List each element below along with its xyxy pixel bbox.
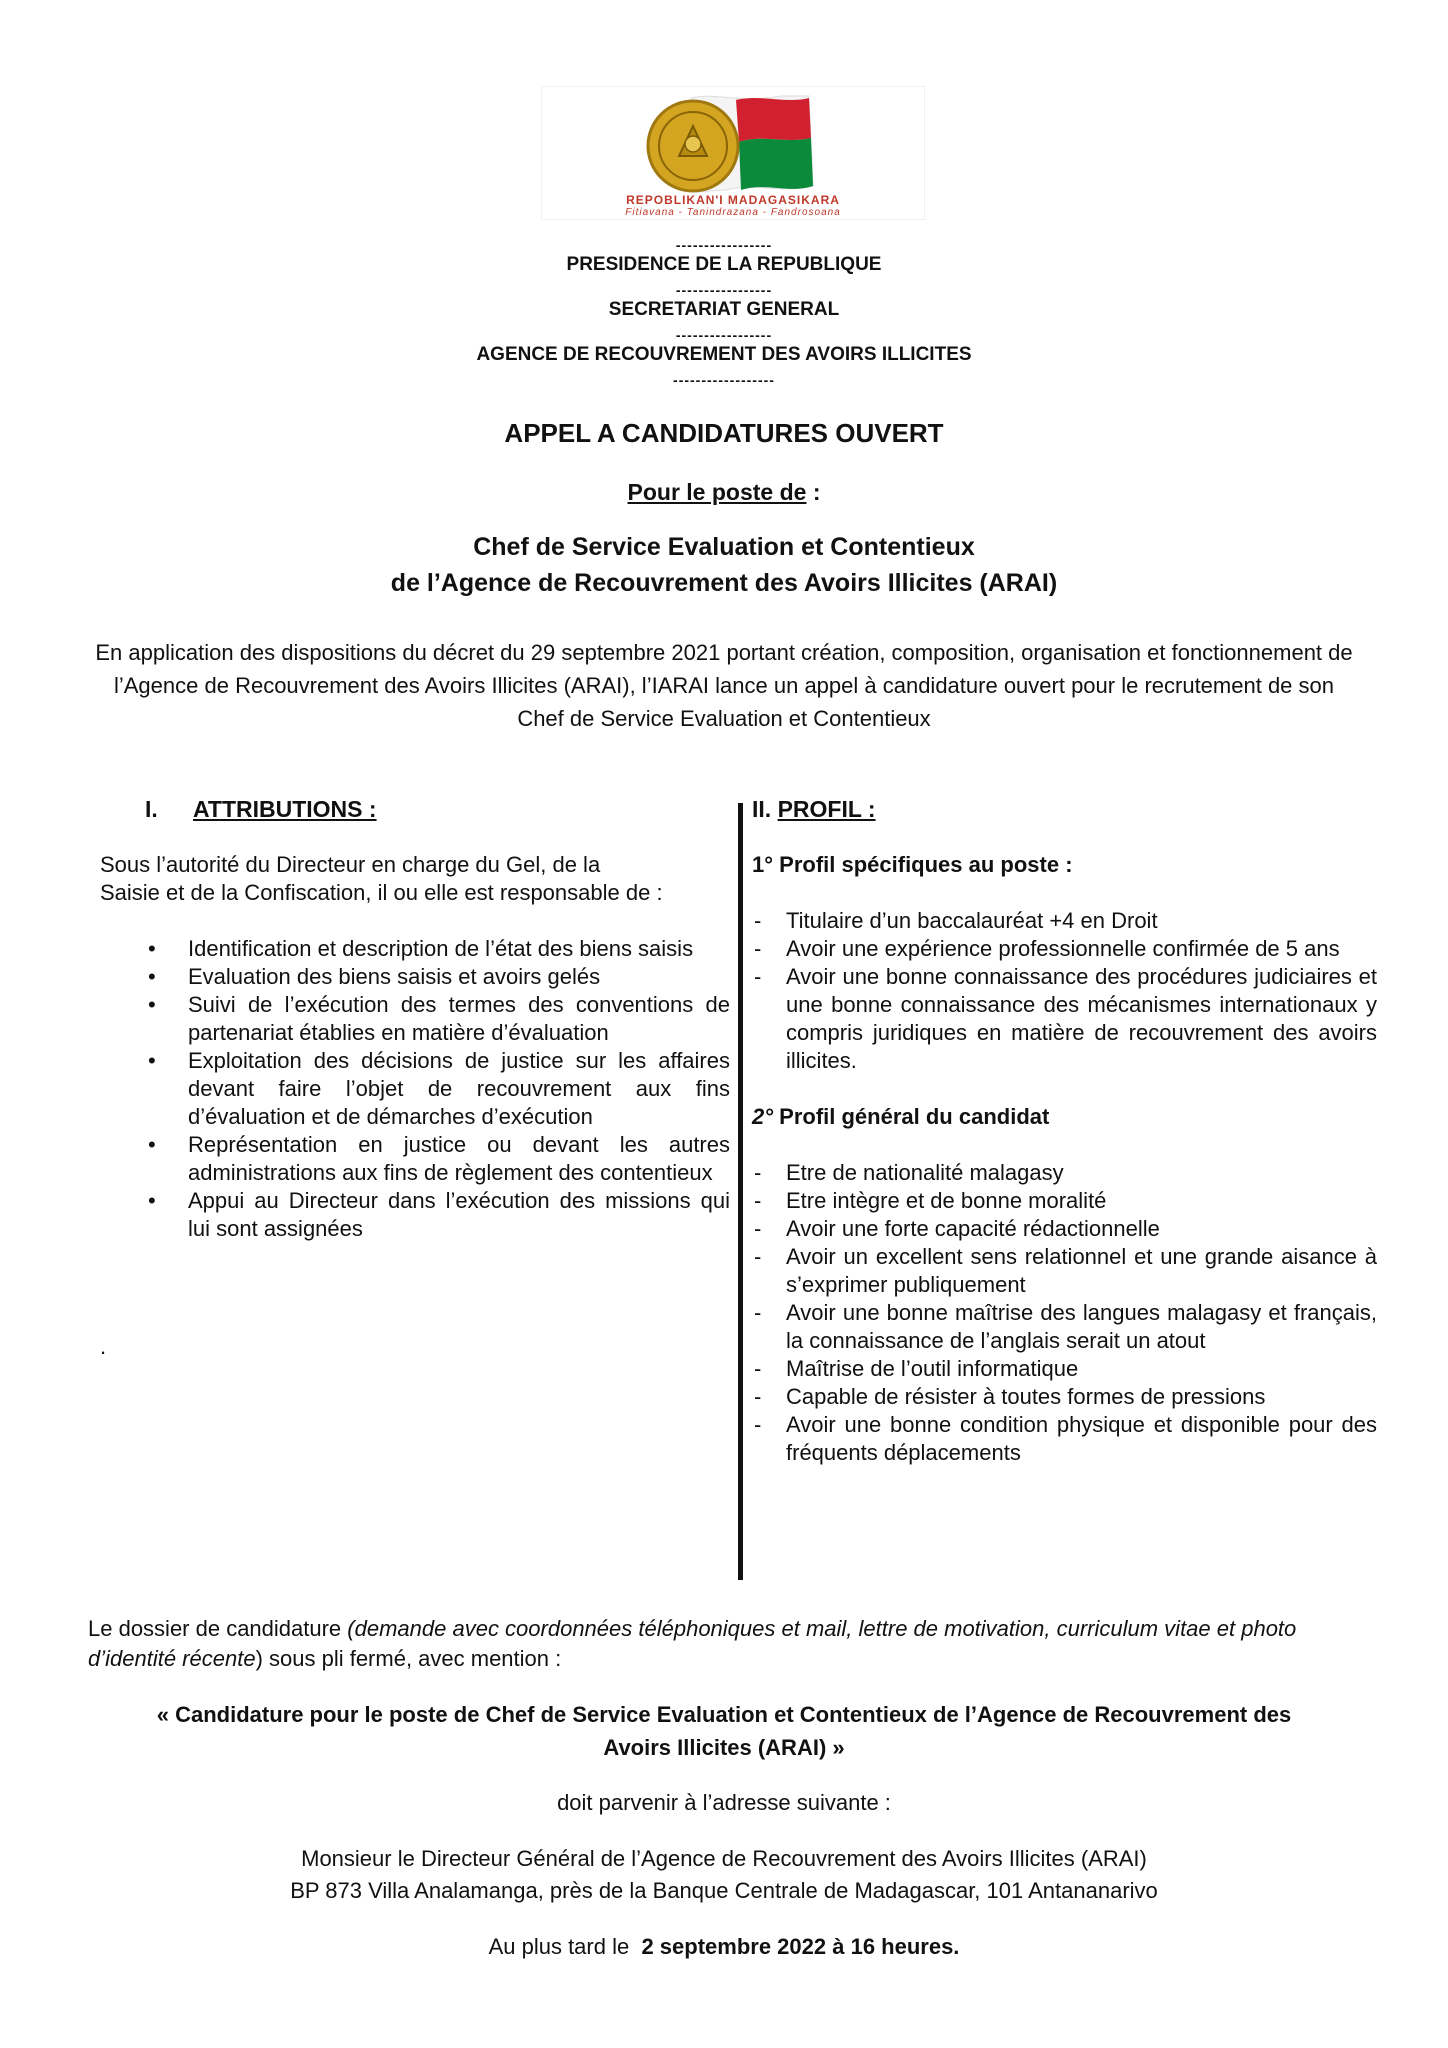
- profil-heading: [752, 795, 1377, 823]
- bullet-icon: •: [148, 964, 156, 989]
- attributions-section: [100, 795, 730, 1361]
- list-item-text: Capable de résister à toutes formes de pressions: [786, 1384, 1266, 1409]
- adresse-line2: BP 873 Villa Analamanga, près de la Banque Centrale de Madagascar, 101 Antananarivo: [290, 1878, 1158, 1903]
- bullet-icon: •: [148, 992, 156, 1017]
- list-item-text: Maîtrise de l’outil informatique: [786, 1356, 1079, 1381]
- separator: -----------------: [675, 282, 773, 298]
- profil-general-heading: [752, 1103, 1377, 1131]
- adresse-line1: Monsieur le Directeur Général de l’Agence de Recouvrement des Avoirs Illicites (ARAI): [301, 1846, 1147, 1871]
- attributions-heading-text: ATTRIBUTIONS :: [193, 796, 377, 822]
- bullet-icon: •: [148, 1188, 156, 1213]
- list-item: [100, 963, 730, 991]
- mention-line1: « Candidature pour le poste de Chef de Service Evaluation et Contentieux de l’Agence de Recouvrement des: [156, 1702, 1292, 1727]
- page-title: APPEL A CANDIDATURES OUVERT: [504, 418, 944, 448]
- list-item-text: Appui au Directeur dans l’exécution des missions qui lui sont assignées: [188, 1188, 730, 1241]
- list-item: [100, 1047, 730, 1131]
- dash-icon: -: [754, 1216, 762, 1241]
- list-item-text: Etre intègre et de bonne moralité: [786, 1188, 1107, 1213]
- subtitle-label: Pour le poste de: [627, 479, 807, 505]
- stray-dot: .: [100, 1334, 107, 1359]
- list-item-text: Avoir une bonne maîtrise des langues malagasy et français, la connaissance de l’anglais serait un atout: [786, 1300, 1377, 1353]
- list-item: [752, 1215, 1377, 1243]
- subtitle: [0, 479, 1448, 506]
- header-secretariat: SECRETARIAT GENERAL: [608, 299, 840, 320]
- attributions-lead: [100, 851, 730, 907]
- profil-heading-text: PROFIL :: [777, 796, 876, 822]
- attributions-list: [100, 935, 730, 1243]
- subtitle-colon: :: [806, 479, 821, 505]
- list-item: [100, 935, 730, 963]
- profil-specific-heading: 1° Profil spécifiques au poste :: [752, 852, 1073, 877]
- dossier-paragraph: [88, 1614, 1360, 1674]
- bullet-icon: •: [148, 1048, 156, 1073]
- list-item-text: Exploitation des décisions de justice sur les affaires devant faire l’objet de recouvrement aux fins d’évaluation et de démarches d’exécution: [188, 1048, 730, 1129]
- list-item-text: Titulaire d’un baccalauréat +4 en Droit: [786, 908, 1158, 933]
- adresse-intro: doit parvenir à l’adresse suivante :: [557, 1790, 891, 1815]
- emblem-caption: REPOBLIKAN'I MADAGASIKARA: [626, 193, 840, 207]
- deadline: [88, 1932, 1360, 1962]
- intro-paragraph: En application des dispositions du décret du 29 septembre 2021 portant création, composition, organisation et fonctionnement de l’Agence de Recouvrement des Avoirs Illicites (ARAI), l’IARAI lance un appel à candidature ouvert pour le recrutement de son Chef de Service Evaluation et Contentieux: [95, 640, 1353, 731]
- dash-icon: -: [754, 1160, 762, 1185]
- list-item-text: Avoir une bonne connaissance des procédures judiciaires et une bonne connaissance des mécanismes internationaux y compris juridiques en matière de recouvrement des avoirs illicites.: [786, 964, 1377, 1073]
- mention-line2: Avoirs Illicites (ARAI) »: [603, 1735, 845, 1760]
- dash-icon: -: [754, 1384, 762, 1409]
- list-item-text: Suivi de l’exécution des termes des conventions de partenariat établies en matière d’évaluation: [188, 992, 730, 1045]
- dossier-prefix: Le dossier de candidature: [88, 1616, 348, 1641]
- column-divider: [738, 803, 743, 1580]
- job-title-line2: de l’Agence de Recouvrement des Avoirs Illicites (ARAI): [390, 569, 1058, 597]
- bullet-icon: •: [148, 1132, 156, 1157]
- dash-icon: -: [754, 936, 762, 961]
- list-item-text: Représentation en justice ou devant les autres administrations aux fins de règlement des contentieux: [188, 1132, 730, 1185]
- dash-icon: -: [754, 1244, 762, 1269]
- profil-general-number: 2°: [752, 1104, 774, 1129]
- section-number: II.: [752, 796, 772, 822]
- dossier-italic: (demande avec coordonnées téléphoniques et mail, lettre de motivation, curriculum vitae et photo d’identité récente: [88, 1616, 1297, 1671]
- dash-icon: -: [754, 964, 762, 989]
- deadline-date: 2 septembre 2022 à 16 heures.: [641, 1934, 960, 1959]
- separator: -----------------: [675, 327, 773, 343]
- list-item-text: Avoir une expérience professionnelle confirmée de 5 ans: [786, 936, 1340, 961]
- profil-general-list: [752, 1159, 1377, 1467]
- list-item: [752, 1411, 1377, 1467]
- list-item: [752, 907, 1377, 935]
- dash-icon: -: [754, 1300, 762, 1325]
- list-item-text: Avoir un excellent sens relationnel et une grande aisance à s’exprimer publiquement: [786, 1244, 1377, 1297]
- bullet-icon: •: [148, 936, 156, 961]
- republic-emblem-logo: [541, 86, 925, 220]
- separator: ------------------: [673, 372, 775, 388]
- separator: -----------------: [675, 237, 773, 253]
- deadline-prefix: Au plus tard le: [488, 1934, 642, 1959]
- attributions-lead-line2: Saisie et de la Confiscation, il ou elle est responsable de :: [100, 880, 663, 905]
- emblem-motto: Fitiavana - Tanindrazana - Fandrosoana: [625, 207, 841, 218]
- list-item-text: Etre de nationalité malagasy: [786, 1160, 1064, 1185]
- list-item: [100, 1187, 730, 1243]
- dossier-suffix: ) sous pli fermé, avec mention :: [255, 1646, 562, 1671]
- header-agence: AGENCE DE RECOUVREMENT DES AVOIRS ILLICITES: [476, 344, 972, 365]
- list-item: [752, 1383, 1377, 1411]
- list-item: [752, 1299, 1377, 1355]
- dash-icon: -: [754, 908, 762, 933]
- list-item-text: Avoir une bonne condition physique et disponible pour des fréquents déplacements: [786, 1412, 1377, 1465]
- profil-section: [752, 795, 1377, 1467]
- list-item: [752, 1243, 1377, 1299]
- list-item: [100, 991, 730, 1047]
- list-item: [752, 1355, 1377, 1383]
- dash-icon: -: [754, 1356, 762, 1381]
- list-item-text: Evaluation des biens saisis et avoirs gelés: [188, 964, 601, 989]
- list-item: [100, 1131, 730, 1187]
- profil-specific-list: [752, 907, 1377, 1075]
- list-item: [752, 1159, 1377, 1187]
- list-item: [752, 1187, 1377, 1215]
- list-item: [752, 935, 1377, 963]
- attributions-lead-line1: Sous l’autorité du Directeur en charge du Gel, de la: [100, 852, 601, 877]
- list-item-text: Avoir une forte capacité rédactionnelle: [786, 1216, 1160, 1241]
- job-title-line1: Chef de Service Evaluation et Contentieux: [473, 533, 975, 561]
- dash-icon: -: [754, 1188, 762, 1213]
- list-item: [752, 963, 1377, 1075]
- profil-general-heading-text: Profil général du candidat: [773, 1104, 1050, 1129]
- list-item-text: Identification et description de l’état des biens saisis: [188, 936, 694, 961]
- attributions-heading: [100, 795, 730, 823]
- dash-icon: -: [754, 1412, 762, 1437]
- section-number: I.: [145, 796, 158, 822]
- header-presidence: PRESIDENCE DE LA REPUBLIQUE: [566, 254, 882, 275]
